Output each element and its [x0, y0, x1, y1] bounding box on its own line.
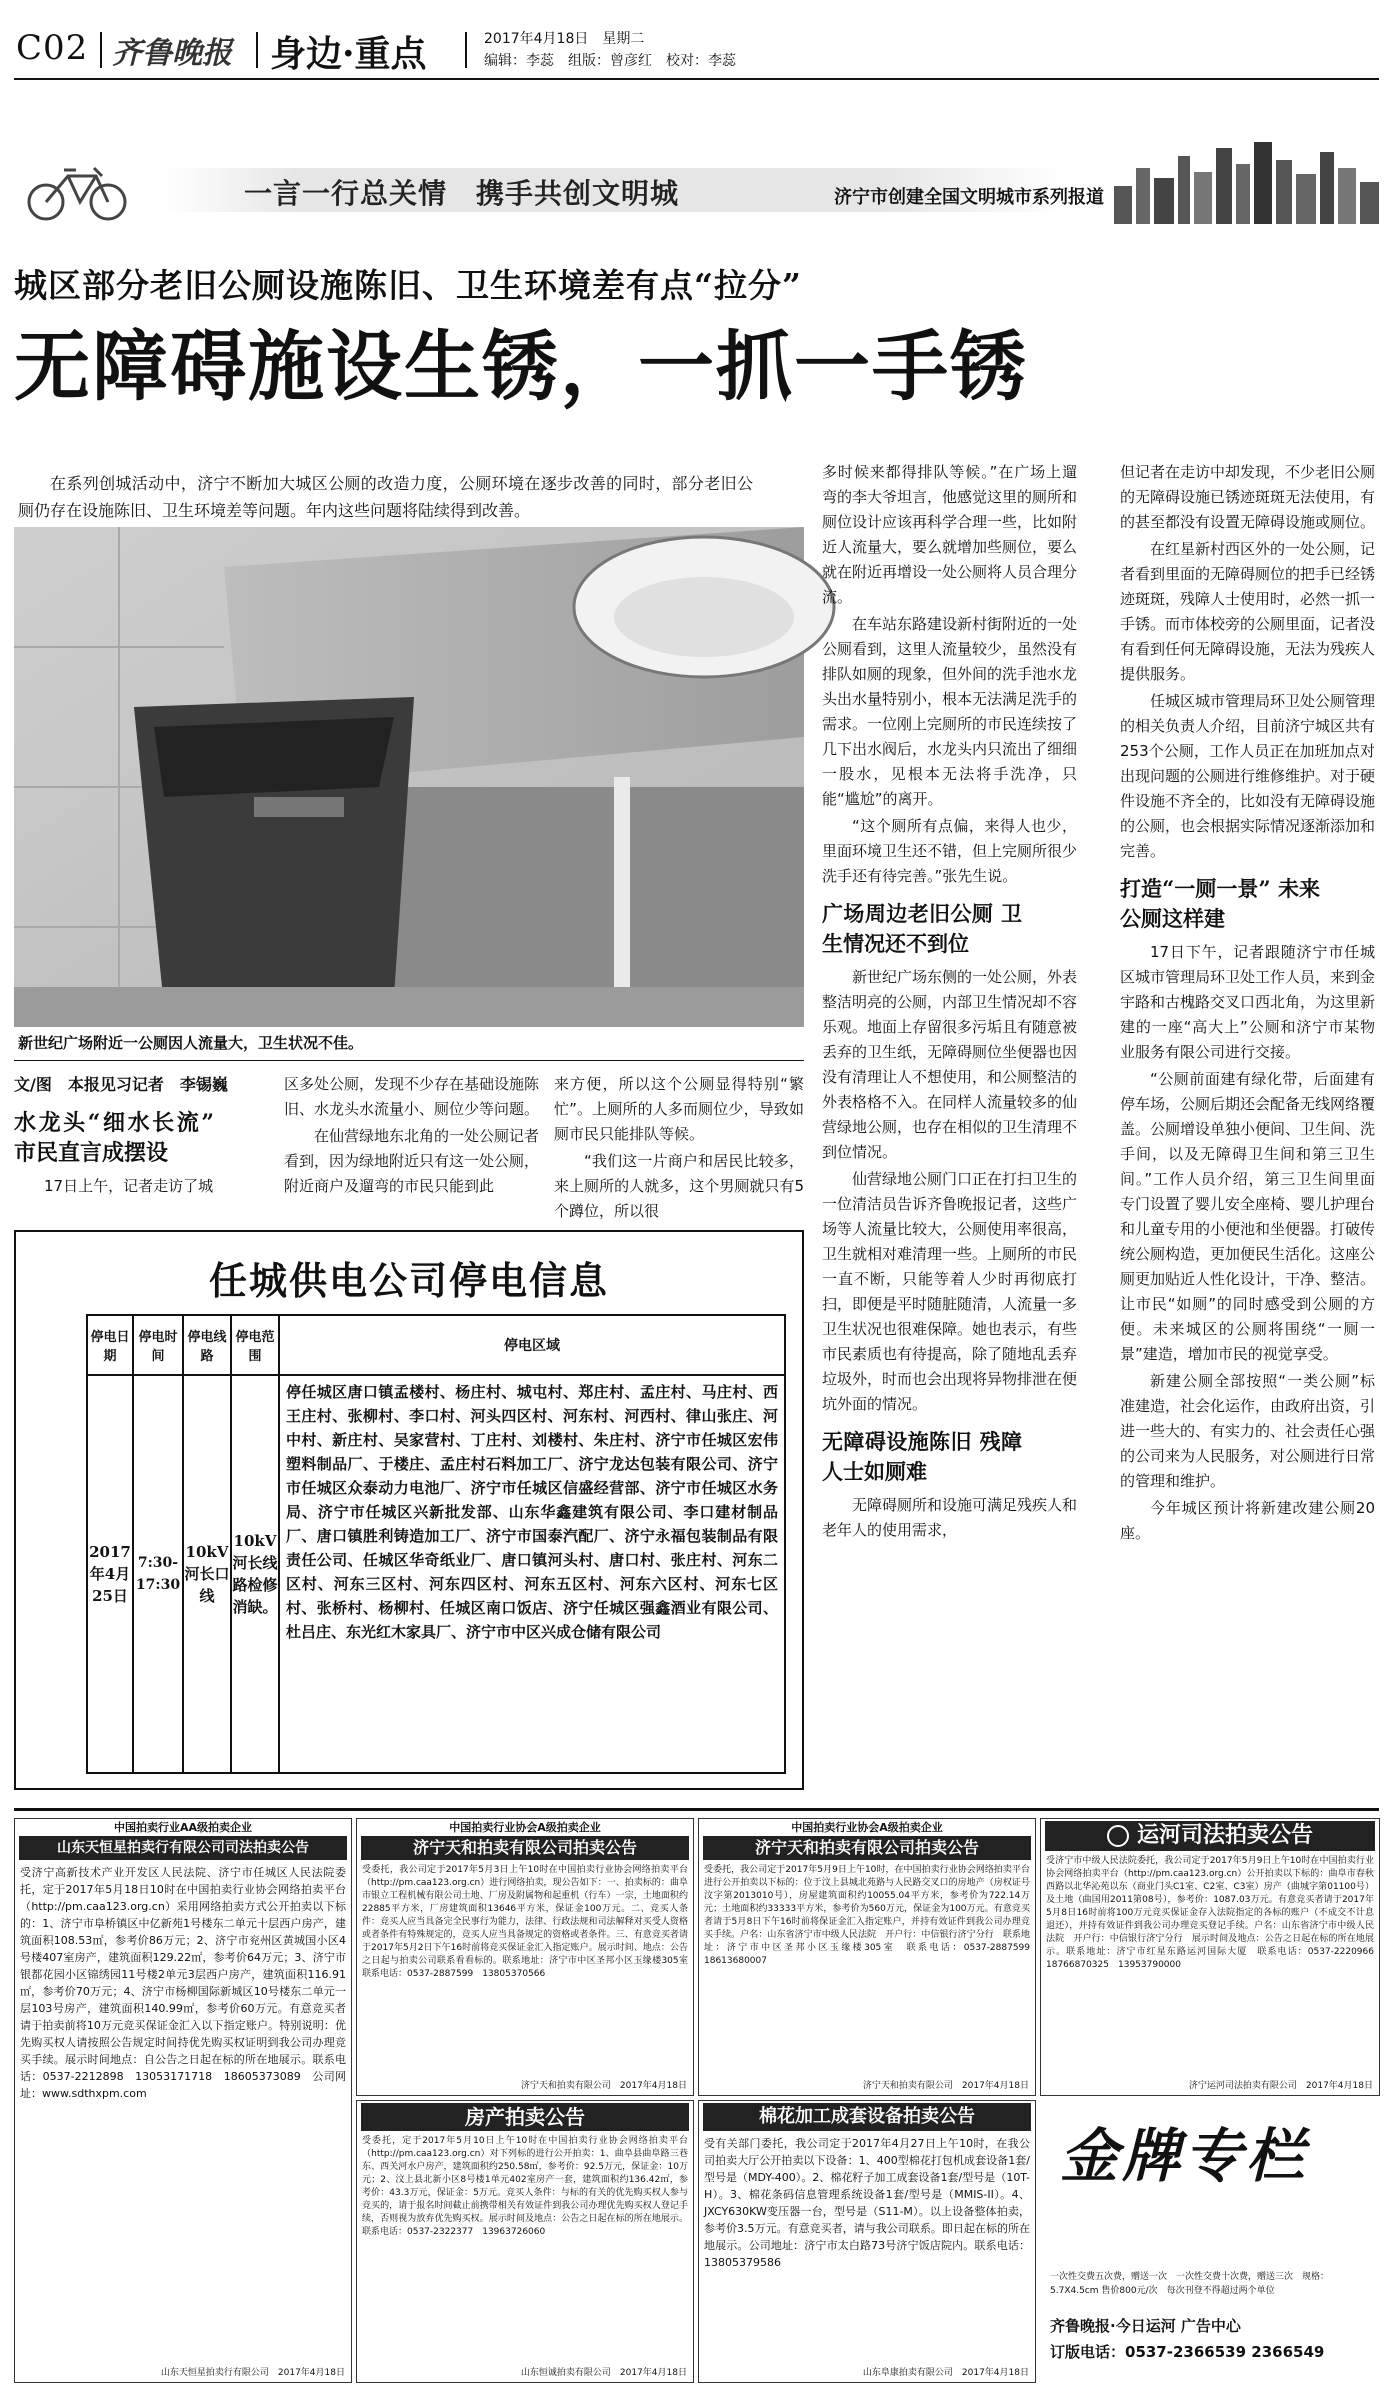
subhead-future: 打造“一厕一景” 未来公厕这样建 — [1120, 876, 1320, 931]
paragraph: 17日上午，记者走访了城 — [44, 1177, 214, 1195]
article-col-3 — [822, 460, 1077, 1545]
ad-title-text: 运河司法拍卖公告 — [1136, 1823, 1313, 1848]
paragraph: 但记者在走访中却发现，不少老旧公厕的无障碍设施已锈迹斑斑无法使用，有的甚至都没有设置无障碍设施或厕位。 — [1120, 463, 1376, 531]
outage-notice — [14, 1230, 804, 1790]
ad-body: 受委托，我公司定于2017年5月9日上午10时，在中国拍卖行业协会网络拍卖平台进行公开拍卖以下标的：位于汶上县城北苑路与人民路交叉口的房地产（房权证号汶字第2013010号），房屋建筑面积约10055.04平方米，参考价为722.14万元；土地面积约33333平方米，参考价为560万元，保证金为100万元。有意竞买者请于5月8日下午16时前将保证金汇入指定账户，并持有效证件到我公司办理竞买手续。户名：山东省济宁市中级人民法院 开户行：中信银行济宁分行 联系地址：济宁市中区圣邦小区玉缘楼305室 联系电话：0537-2887599 18613680007 — [704, 1865, 1040, 1966]
ad-cotton — [698, 2100, 1036, 2383]
ad-title: 金牌专栏 — [1060, 2122, 1309, 2190]
court-emblem-icon — [1107, 1825, 1129, 1847]
ad-footer: 山东天恒星拍卖行有限公司 2017年4月18日 — [160, 2368, 345, 2378]
paragraph: “这个厕所有点偏，来得人也少，里面环境卫生还不错，但上完厕所很少洗手还有待完善。”张先生说。 — [822, 817, 1078, 885]
article-lead: 在系列创城活动中，济宁不断加大城区公厕的改造力度，公厕环境在逐步改善的同时，部分老旧公厕仍存在设施陈旧、卫生环境差等问题。年内这些问题将陆续得到改善。 — [18, 474, 753, 520]
campaign-banner — [14, 138, 1379, 224]
ad-tianhe-2 — [698, 1818, 1040, 2096]
ad-title — [1045, 1821, 1375, 1851]
ad-footer: 济宁运河司法拍卖有限公司 2017年4月18日 — [1188, 2081, 1373, 2091]
paragraph: “公厕前面建有绿化带，后面建有停车场，公厕后期还会配备无线网络覆盖。公厕增设单独小便间、卫生间、洗手间，以及无障碍卫生间和第三卫生间。”工作人员介绍，第三卫生间里面专门设置了婴儿安全座椅、婴儿护理台和儿童专用的小便池和坐便器。打破传统公厕构造，更加便民生活化。这座公厕更加贴近人性化设计，干净、整洁。让市民“如厕”的同时感受到公厕的方便。未来城区的公厕将围绕“一厕一景”建造，增加市民的视觉享受。 — [1120, 1070, 1376, 1363]
ad-yunhe — [1040, 1818, 1384, 2096]
photo-caption: 新世纪广场附近一公厕因人流量大，卫生状况不佳。 — [18, 1034, 364, 1052]
paragraph: 17日下午，记者跟随济宁市任城区城市管理局环卫处工作人员，来到金宇路和古槐路交叉口西北角，为这里新建的一座“高大上”公厕和济宁市某物业服务有限公司进行交接。 — [1120, 943, 1376, 1061]
ad-org: 齐鲁晚报·今日运河 广告中心 — [1050, 2317, 1241, 2335]
ad-rating: 中国拍卖行业AA级拍卖企业 — [113, 1821, 253, 1834]
ad-rating: 中国拍卖行业协会A级拍卖企业 — [449, 1821, 601, 1834]
paragraph: 今年城区预计将新建改建公厕20座。 — [1120, 1499, 1375, 1542]
subhead-square: 广场周边老旧公厕 卫生情况还不到位 — [822, 901, 1022, 956]
ad-body: 受有关部门委托，我公司定于2017年4月27日上午10时，在我公司拍卖大厅公开拍卖以下设备：1、400型棉花打包机成套设备1套/型号是（MDY-400）。2、棉花籽子加工成套设备1套/型号是（10T-H）。3、棉花条码信息管理系统设备1套/型号是（MMIS-II）。4、JXCY630KW变压器一台，型号是（S11-M）。以上设备整体拍卖，参考价3.5万元。有意竞买者，请与我公司联系。即日起在标的所在地展示。公司地址：济宁市太白路73号济宁饭店院内。联系电话：13805379586 — [704, 2137, 1030, 2269]
article-col-c — [554, 1072, 804, 1226]
ad-footer: 济宁天和拍卖有限公司 2017年4月18日 — [520, 2081, 687, 2091]
outage-header-area: 停电区域 — [279, 1315, 785, 1375]
ad-footer: 山东阜康拍卖有限公司 2017年4月18日 — [862, 2368, 1029, 2378]
ad-body: 受济宁高新技术产业开发区人民法院、济宁市任城区人民法院委托，定于2017年5月18日10时在中国拍卖行业协会网络拍卖平台（http://pm.caa123.org.cn）采用网络拍卖方式公开拍卖以下标的：1、济宁市阜桥镇区中亿新苑1号楼东二单元十层西户房产，建筑面积108.53㎡，参考价86万元；2、济宁市兖州区黄城国小区4号楼407室房产，建筑面积129.22㎡，参考价64万元；3、济宁市银都花园小区锦绣园11号楼2单元3层西户房产，建筑面积116.91㎡，参考价70万元；4、济宁市杨柳国际新城区10号楼东二单元一层103号房产，建筑面积140.99㎡，参考价60万元。有意竞买者请于拍卖前将10万元竞买保证金汇入以下指定账户。特别说明：优先购买权人请按照公告规定时间持优先购买权证明到我公司办理竞买手续。展示时间地点：自公告之日起在标的所在地展示。联系电话：0537-2212898 13053171718 18605373089 公司网址：www.sdthxpm.com — [20, 1866, 346, 2100]
article-headline: 无障碍施设生锈，一抓一手锈 — [14, 322, 1028, 411]
ad-title: 济宁天和拍卖有限公司拍卖公告 — [703, 1836, 1031, 1860]
outage-header-date: 停电日期 — [87, 1315, 133, 1375]
ad-property — [356, 2100, 694, 2383]
banner-slogan: 一言一行总关情 携手共创文明城 — [244, 177, 680, 210]
paragraph: 区多处公厕，发现不少存在基础设施陈旧、水龙头水流量小、厕位少等问题。 — [284, 1075, 540, 1118]
ad-rating: 中国拍卖行业协会A级拍卖企业 — [791, 1821, 943, 1834]
paragraph: 无障碍厕所和设施可满足残疾人和老年人的使用需求， — [822, 1496, 1078, 1539]
ad-tianhe-1 — [356, 1818, 698, 2096]
outage-area: 停任城区唐口镇孟楼村、杨庄村、城屯村、郑庄村、孟庄村、马庄村、西王庄村、张柳村、李口村、河头四区村、河东村、河西村、律山张庄、河中村、新庄村、吴家营村、丁庄村、刘楼村、朱庄村、济宁市任城区宏伟塑料制品厂、于楼庄、孟庄村石料加工厂、济宁龙达包装有限公司、济宁市任城区众泰动力电池厂、济宁市任城区信盛经营部、济宁市任城区水务局、济宁市任城区兴新批发部、山东华鑫建筑有限公司、李口建材制品厂、唐口镇胜利铸造加工厂、济宁市国泰汽配厂、济宁永福包装制品有限责任公司、任城区华奇纸业厂、唐口镇河头村、唐口村、张庄村、河东二区村、河东三区村、河东四区村、河东五区村、河东六区村、河东七区村、张桥村、杨柳村、任城区南口饭店、济宁任城区强鑫酒业有限公司、杜吕庄、东光红木家具厂、济宁市中区兴成仓储有限公司 — [279, 1375, 785, 1773]
paragraph: 仙营绿地公厕门口正在打扫卫生的一位清洁员告诉齐鲁晚报记者，这些广场等人流量比较大，公厕使用率很高，卫生就相对难清理一些。上厕所的市民一直不断，只能等着人少时再彻底打扫，即便是平时随脏随清，人流量一多卫生状况也很难保障。她也表示，有些市民素质也有待提高，除了随地乱丢弃垃圾外，时而也会出现将异物排泄在便坑外面的情况。 — [822, 1170, 1078, 1413]
paragraph: 来方便，所以这个公厕显得特别“繁忙”。上厕所的人多而厕位少，导致如厕市民只能排队等候。 — [554, 1075, 804, 1143]
ad-footer: 济宁天和拍卖有限公司 2017年4月18日 — [862, 2081, 1029, 2091]
page-number: C02 — [16, 28, 89, 68]
ad-footer: 山东恒诚拍卖有限公司 2017年4月18日 — [520, 2368, 687, 2378]
paragraph: 在车站东路建设新村街附近的一处公厕看到，这里人流量较少，虽然没有排队如厕的现象，但外间的洗手池水龙头出水量特别小，根本无法满足洗手的需求。一位刚上完厕所的市民连续按了几下出水阀后，水龙头内只流出了细细一股水，见根本无法将手洗净，只能“尴尬”的离开。 — [822, 615, 1078, 808]
byline: 文/图 本报见习记者 李锡巍 — [14, 1075, 228, 1094]
banner-series: 济宁市创建全国文明城市系列报道 — [834, 187, 1104, 208]
outage-header-time: 停电时间 — [133, 1315, 183, 1375]
paragraph: 新世纪广场东侧的一处公厕，外表整洁明亮的公厕，内部卫生情况却不容乐观。地面上存留很多污垢且有随意被丢弃的卫生纸，无障碍厕位坐便器也因没有清理让人不想使用，和公厕整洁的外表格格不入。在同样人流量较多的仙营绿地公厕，也存在相似的卫生清理不到位情况。 — [822, 968, 1078, 1161]
ad-body: 受委托，定于2017年5月10日上午10时在中国拍卖行业协会网络拍卖平台（http://pm.caa123.org.cn）对下列标的进行公开拍卖：1、曲阜县曲阜路三巷东、西关河水户房产，建筑面积约250.58㎡，参考价：92.5万元，保证金：10万元；2、汶上县北新小区8号楼1单元402室房产一套，建筑面积约136.42㎡，参考价：43.3万元，保证金：5万元。竞买人条件：与标的有关的优先购买权人参与竞买的，请于报名时间截止前携带相关有效证件到我公司办理优先购买权人登记手续，否则视为放弃优先购买权。展示时间及地点：公告之日起在标的所在地展示。联系电话：0537-2322377 13963726060 — [362, 2136, 688, 2237]
section-title: 身边·重点 — [270, 33, 427, 75]
issue-date: 2017年4月18日 星期二 — [484, 31, 645, 47]
bicycle-icon — [24, 158, 134, 222]
outage-title: 任城供电公司停电信息 — [208, 1258, 609, 1303]
outage-time: 7:30-17:30 — [133, 1375, 183, 1773]
article-photo — [14, 527, 804, 1027]
outage-table — [86, 1314, 786, 1774]
staff-credits: 编辑：李蕊 组版：曾彦红 校对：李蕊 — [484, 53, 736, 69]
paragraph: “我们这一片商户和居民比较多，来上厕所的人就多，这个男厕就只有5个蹲位，所以很 — [554, 1152, 804, 1220]
article-col-a — [14, 1072, 269, 1201]
ad-phone: 订版电话：0537-2366539 2366549 — [1050, 2343, 1325, 2361]
ad-body: 受委托，我公司定于2017年5月3日上午10时在中国拍卖行业协会网络拍卖平台（http://pm.caa123.org.cn）进行网络拍卖，现公告如下：一、拍卖标的：曲阜市银立工程机械有限公司土地、厂房及附属物和起重机（行车）一宗，土地面积约22885平方米，厂房建筑面积13646平方米，保证金100万元。二、竞买人条件：竞买人应当具备完全民事行为能力，法律、行政法规和司法解释对买受人资格或者条件有特殊规定的，竞买人应当具备规定的资格或者条件。三、有意竞买者请于2017年5月2日下午16时前将竞买保证金汇入指定账户。展示时间、地点：公告之日起与拍卖公司联系看看标的。联系地址：济宁市中区圣邦小区玉缘楼305室 联系电话：0537-2887599 13805370566 — [362, 1865, 698, 1979]
city-skyline-icon — [1114, 138, 1379, 224]
outage-line: 10kV河长口线 — [183, 1375, 231, 1773]
article-col-4 — [1120, 460, 1375, 1548]
ad-title: 棉花加工成套设备拍卖公告 — [703, 2103, 1031, 2131]
paragraph: 在仙营绿地东北角的一处公厕记者看到，因为绿地附近只有这一处公厕，附近商户及遛弯的市民只能到此 — [284, 1127, 540, 1195]
outage-scope: 10kV河长线路检修消缺。 — [231, 1375, 279, 1773]
paragraph: 多时候来都得排队等候。”在广场上遛弯的李大爷坦言，他感觉这里的厕所和厕位设计应该再科学合理一些，比如附近人流量大，要么就增加些厕位，要么就在附近再增设一处公厕将人员合理分流。 — [822, 463, 1078, 606]
paragraph: 新建公厕全部按照“一类公厕”标准建造，社会化运作，由政府出资，引进一些大的、有实力的、社会责任心强的公司来为人民服务，对公厕进行日常的管理和维护。 — [1120, 1372, 1376, 1490]
subhead-faucet: 水龙头“细水长流” 市民直言成摆设 — [14, 1110, 214, 1166]
outage-header-scope: 停电范围 — [231, 1315, 279, 1375]
paper-name: 齐鲁晚报 — [112, 36, 232, 71]
outage-header-line: 停电线路 — [183, 1315, 231, 1375]
ad-title: 济宁天和拍卖有限公司拍卖公告 — [361, 1836, 689, 1860]
outage-date: 2017年4月25日 — [87, 1375, 133, 1773]
masthead — [0, 0, 1395, 80]
ad-title: 房产拍卖公告 — [361, 2103, 689, 2131]
ad-body: 一次性交费五次费，赠送一次 一次性交费十次费，赠送三次 规格：5.7X4.5cm 售价800元/次 每次刊登不得超过两个单位 — [1050, 2272, 1330, 2296]
ad-gold-column — [1040, 2100, 1380, 2383]
subhead-accessible: 无障碍设施陈旧 残障人士如厕难 — [822, 1429, 1022, 1484]
article-col-b — [284, 1072, 539, 1201]
ad-tianhengxing — [14, 1818, 352, 2383]
paragraph: 任城区城市管理局环卫处公厕管理的相关负责人介绍，目前济宁城区共有253个公厕，工作人员正在加班加点对出现问题的公厕进行维修维护。对于硬件设施不齐全的，比如没有无障碍设施的公厕，也会根据实际情况逐渐添加和完善。 — [1120, 692, 1376, 860]
ad-title: 山东天恒星拍卖行有限公司司法拍卖公告 — [19, 1836, 347, 1860]
ad-body: 受济宁市中级人民法院委托，我公司定于2017年5月9日上午10时在中国拍卖行业协会网络拍卖平台（http://pm.caa123.org.cn）公开拍卖以下标的：曲阜市春秋西路以北华沁苑以东（商业门头C1室、C2室、C3室）房产（曲城字第01100号）及土地（曲国用2011第08号），参考价：1087.03万元。有意竞买者请于2017年5月8日16时前将100万元竞买保证金存入法院指定的各标的账户（不成交不计息退还），并持有效证件到我公司办理竞买登记手续。户名：山东省济宁市中级人民法院 开户行：中信银行济宁分行 展示时间及地点：公告之日起在标的所在地展示。联系地址：济宁市红星东路运河国际大厦 联系电话：0537-2220966 18766870325 13953790000 — [1046, 1856, 1384, 1970]
paragraph: 在红星新村西区外的一处公厕，记者看到里面的无障碍厕位的把手已经锈迹斑斑，残障人士使用时，必然一抓一手锈。而市体校旁的公厕里面，记者没有看到任何无障碍设施，无法为残疾人提供服务。 — [1120, 540, 1376, 683]
article-kicker: 城区部分老旧公厕设施陈旧、卫生环境差有点“拉分” — [14, 266, 802, 305]
